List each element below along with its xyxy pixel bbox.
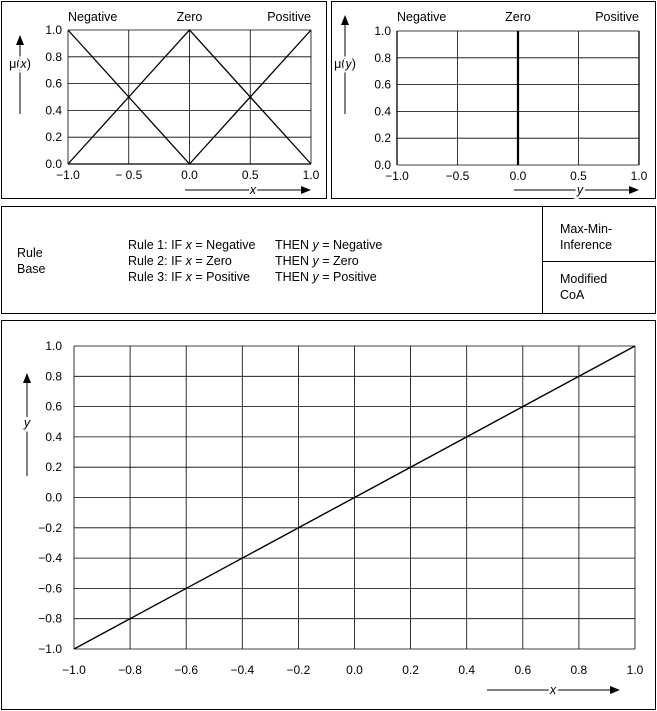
- rule-if-part: Rule 1: IF x = Negative: [128, 238, 256, 252]
- x-tick-label: −0.4: [230, 663, 255, 677]
- rule-2: [128, 253, 428, 269]
- rule-3: [128, 269, 428, 285]
- x-tick-label: −1.0: [56, 168, 80, 182]
- x-axis-arrow-head: [610, 686, 620, 694]
- x-tick-label: 1.0: [630, 169, 648, 183]
- term-label-positive: Positive: [267, 10, 311, 24]
- x-tick-label: −0.6: [174, 663, 199, 677]
- y-axis-arrow-head: [341, 15, 349, 25]
- x-tick-label: 0.0: [346, 663, 363, 677]
- defuzz-line2: CoA: [560, 288, 585, 302]
- defuzz-line1: Modified: [560, 272, 608, 286]
- y-axis-arrow-head: [23, 373, 31, 383]
- term-label-zero: Zero: [505, 10, 531, 24]
- rule-base-label: [17, 245, 46, 277]
- x-tick-label: 0.0: [181, 168, 198, 182]
- y-tick-label: 1.0: [45, 23, 62, 37]
- rule-if-part: Rule 3: IF x = Positive: [128, 270, 250, 284]
- y-tick-label: 0.4: [45, 103, 62, 118]
- y-tick-label: −0.2: [38, 520, 62, 535]
- y-axis-label: y: [23, 416, 31, 430]
- y-axis-label: μ(y): [334, 57, 356, 71]
- characteristic-panel: [1, 320, 656, 710]
- y-tick-label: 0.0: [45, 490, 62, 505]
- term-label-negative: Negative: [68, 10, 118, 24]
- y-tick-label: 0.0: [374, 158, 391, 172]
- x-tick-label: 0.8: [570, 663, 588, 677]
- y-tick-label: 0.2: [45, 460, 62, 475]
- y-tick-label: 0.4: [374, 104, 391, 119]
- rule-list: [128, 237, 428, 285]
- membership-x-chart: [2, 2, 328, 200]
- rule-1: [128, 237, 428, 253]
- rule-then-part: THEN y = Positive: [275, 270, 377, 284]
- y-axis-label: μ(x): [9, 57, 31, 71]
- y-tick-label: 0.6: [45, 399, 62, 414]
- rule-then-part: THEN y = Zero: [275, 254, 359, 268]
- inference-line2: Inference: [560, 238, 613, 252]
- characteristic-chart: [2, 321, 657, 711]
- defuzzification-method: [543, 271, 656, 303]
- inference-method: [543, 221, 656, 253]
- x-tick-label: 0.5: [241, 168, 259, 182]
- x-axis-label: y: [576, 183, 584, 197]
- x-axis-label: x: [249, 183, 257, 197]
- x-axis-arrow-head: [629, 186, 639, 194]
- x-tick-label: 0.5: [570, 169, 587, 183]
- term-label-positive: Positive: [595, 10, 639, 24]
- y-tick-label: 0.8: [45, 369, 62, 384]
- y-tick-label: 1.0: [45, 339, 62, 353]
- x-tick-label: −1.0: [385, 169, 409, 183]
- y-tick-label: −0.8: [38, 611, 62, 626]
- method-box: [542, 207, 656, 313]
- x-tick-label: 1.0: [302, 168, 320, 182]
- x-tick-label: 0.0: [509, 169, 527, 183]
- y-axis-arrow-head: [16, 35, 24, 45]
- y-tick-label: 0.6: [45, 76, 62, 91]
- x-axis-arrow-head: [301, 186, 311, 194]
- y-tick-label: 1.0: [374, 24, 391, 38]
- x-tick-label: − 0.5: [115, 168, 143, 182]
- rule-then-part: THEN y = Negative: [275, 238, 383, 252]
- y-tick-label: −1.0: [38, 642, 62, 656]
- method-divider: [543, 261, 656, 262]
- x-tick-label: 0.6: [514, 663, 532, 677]
- y-tick-label: 0.2: [45, 130, 62, 145]
- inference-line1: Max-Min-: [560, 222, 613, 236]
- term-label-negative: Negative: [397, 10, 447, 24]
- y-tick-label: 0.2: [374, 131, 391, 146]
- x-tick-label: −0.2: [286, 663, 311, 677]
- y-tick-label: −0.6: [38, 581, 62, 596]
- rule-base-label-line1: Rule: [17, 246, 43, 260]
- rule-if-part: Rule 2: IF x = Zero: [128, 254, 232, 268]
- x-tick-label: 0.2: [402, 663, 419, 677]
- rule-base-label-line2: Base: [17, 262, 46, 276]
- y-tick-label: −0.4: [38, 551, 62, 566]
- y-tick-label: 0.8: [374, 50, 391, 65]
- x-tick-label: −0.5: [445, 169, 470, 183]
- y-tick-label: 0.8: [45, 49, 62, 64]
- x-tick-label: 1.0: [626, 663, 644, 677]
- membership-y-chart: [332, 2, 657, 200]
- x-tick-label: −1.0: [62, 663, 86, 677]
- membership-y-panel: [331, 1, 656, 199]
- rule-base-panel: [1, 206, 656, 314]
- y-tick-label: 0.0: [45, 157, 62, 171]
- term-label-zero: Zero: [176, 10, 203, 24]
- y-tick-label: 0.6: [374, 77, 391, 92]
- y-tick-label: 0.4: [45, 429, 62, 444]
- x-tick-label: 0.4: [458, 663, 476, 677]
- x-axis-label: x: [549, 683, 557, 697]
- x-tick-label: −0.8: [118, 663, 142, 677]
- membership-x-panel: [1, 1, 327, 199]
